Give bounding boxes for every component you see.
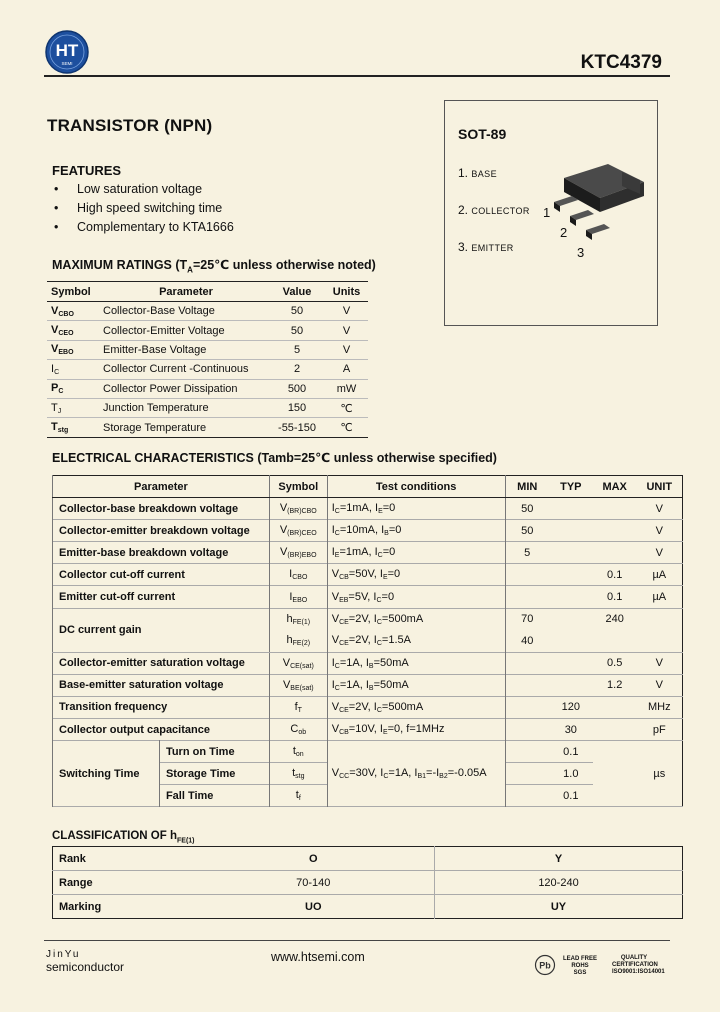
col-header-value: Value — [282, 285, 312, 298]
pin-label-num: 1. — [458, 166, 469, 180]
features-heading: FEATURES — [52, 163, 122, 178]
table-row: VCEO Collector-Emitter Voltage 50 V — [47, 321, 368, 340]
table-row: TJ Junction Temperature 150 ℃ — [47, 398, 368, 417]
iso-certification: QUALITY CERTIFICATION ISO9001:ISO14001 — [612, 955, 665, 975]
pin-label-name: EMITTER — [471, 243, 514, 253]
pin-label-name: BASE — [471, 169, 497, 179]
max-ratings-table — [47, 281, 368, 438]
header-divider — [44, 75, 670, 77]
electrical-heading: ELECTRICAL CHARACTERISTICS (Tamb=25℃ unless otherwise specified) — [52, 451, 497, 465]
package-name: SOT-89 — [458, 126, 507, 142]
table-row: IC Collector Current -Continuous 2 A — [47, 360, 368, 379]
footer-divider — [44, 940, 670, 941]
badge-text: Pb — [539, 960, 551, 971]
table-row: Storage Time tstg 1.0 — [53, 763, 683, 785]
bullet: • — [54, 182, 59, 196]
table-header-row — [47, 282, 368, 302]
bullet: • — [54, 201, 59, 215]
table-row: VEBO Emitter-Base Voltage 5 V — [47, 340, 368, 359]
pin-number-2: 2 — [560, 225, 568, 240]
table-row: hFE(2) VCE=2V, IC=1.5A 40 — [53, 630, 683, 652]
table-row: Tstg Storage Temperature -55-150 ℃ — [47, 418, 368, 437]
feature-item — [54, 182, 202, 196]
table-row: Collector cut-off current ICBO VCB=50V, IE=0 0.1 µA — [53, 564, 683, 586]
col-header-parameter: Parameter — [159, 285, 213, 298]
max-ratings-heading: MAXIMUM RATINGS ($T_A=25℃$ unless otherwise noted) — [52, 258, 376, 275]
electrical-characteristics-table — [52, 475, 683, 807]
table-row: Collector-emitter saturation voltage VCE(sat) IC=1A, IB=50mA 0.5 V — [53, 652, 683, 674]
part-number: KTC4379 — [580, 52, 662, 73]
pin-label-num: 3. — [458, 240, 469, 254]
logo-subtext: SEMI — [61, 61, 73, 66]
table-row: Switching Time Turn on Time ton VCC=30V, IC=1A, IB1=-IB2=-0.05A 0.1 µs — [53, 741, 683, 763]
lead-free-badge-icon — [534, 954, 556, 976]
table-row: VCBO Collector-Base Voltage 50 V — [47, 302, 368, 321]
company-name: JinYu — [46, 949, 81, 960]
rohs-certification: LEAD FREE ROHS SGS — [562, 956, 597, 976]
col-header-units: Units — [332, 285, 361, 298]
col-header-symbol: Symbol — [269, 476, 327, 498]
col-header-parameter: Parameter — [53, 476, 270, 498]
feature-item — [54, 201, 222, 215]
bullet: • — [54, 220, 59, 234]
table-row: Collector-emitter breakdown voltage V(BR)CEO IC=10mA, IB=0 50 V — [53, 520, 683, 542]
classification-table — [52, 846, 683, 919]
col-header-unit: UNIT — [637, 476, 683, 498]
pin-label-base — [458, 166, 497, 180]
feature-text: Complementary to KTA1666 — [77, 220, 234, 234]
table-row: Range 70-140 120-240 — [53, 871, 683, 895]
table-row: Collector output capacitance Cob VCB=10V, IE=0, f=1MHz 30 pF — [53, 719, 683, 741]
pin-number-1: 1 — [543, 205, 551, 220]
table-row: Emitter-base breakdown voltage V(BR)EBO IE=1mA, IC=0 5 V — [53, 542, 683, 564]
website-link[interactable]: www.htsemi.com — [271, 950, 365, 964]
table-header-row — [53, 476, 683, 498]
pin-label-collector — [458, 203, 530, 217]
col-header-min: MIN — [505, 476, 549, 498]
table-row: PC Collector Power Dissipation 500 mW — [47, 379, 368, 398]
feature-text: High speed switching time — [77, 201, 223, 215]
pin-label-num: 2. — [458, 203, 469, 217]
col-header-symbol: Symbol — [51, 285, 91, 298]
feature-item — [54, 220, 234, 234]
table-row: Base-emitter saturation voltage VBE(sat) IC=1A, IB=50mA 1.2 V — [53, 674, 683, 696]
table-row: Rank O Y — [53, 847, 683, 871]
table-row: Marking UO UY — [53, 895, 683, 919]
company-logo — [44, 29, 90, 75]
table-row: DC current gain hFE(1) VCE=2V, IC=500mA 70 240 — [53, 608, 683, 630]
table-row: Transition frequency fT VCE=2V, IC=500mA 120 MHz — [53, 696, 683, 718]
table-row: Emitter cut-off current IEBO VEB=5V, IC=0 0.1 µA — [53, 586, 683, 608]
table-row: Collector-base breakdown voltage V(BR)CBO IC=1mA, IE=0 50 V — [53, 498, 683, 520]
company-descriptor: semiconductor — [46, 960, 125, 974]
col-header-typ: TYP — [549, 476, 593, 498]
pin-label-emitter — [458, 240, 514, 254]
pin-label-name: COLLECTOR — [471, 206, 530, 216]
logo-text: HT — [55, 41, 79, 60]
table-row: Fall Time tf 0.1 — [53, 785, 683, 807]
pin-number-3: 3 — [577, 245, 585, 260]
col-header-test-conditions: Test conditions — [327, 476, 505, 498]
classification-heading: CLASSIFICATION OF $h_{FE(1)}$ — [52, 830, 195, 845]
col-header-max: MAX — [593, 476, 637, 498]
feature-text: Low saturation voltage — [77, 182, 203, 196]
page-title: TRANSISTOR (NPN) — [47, 116, 213, 135]
